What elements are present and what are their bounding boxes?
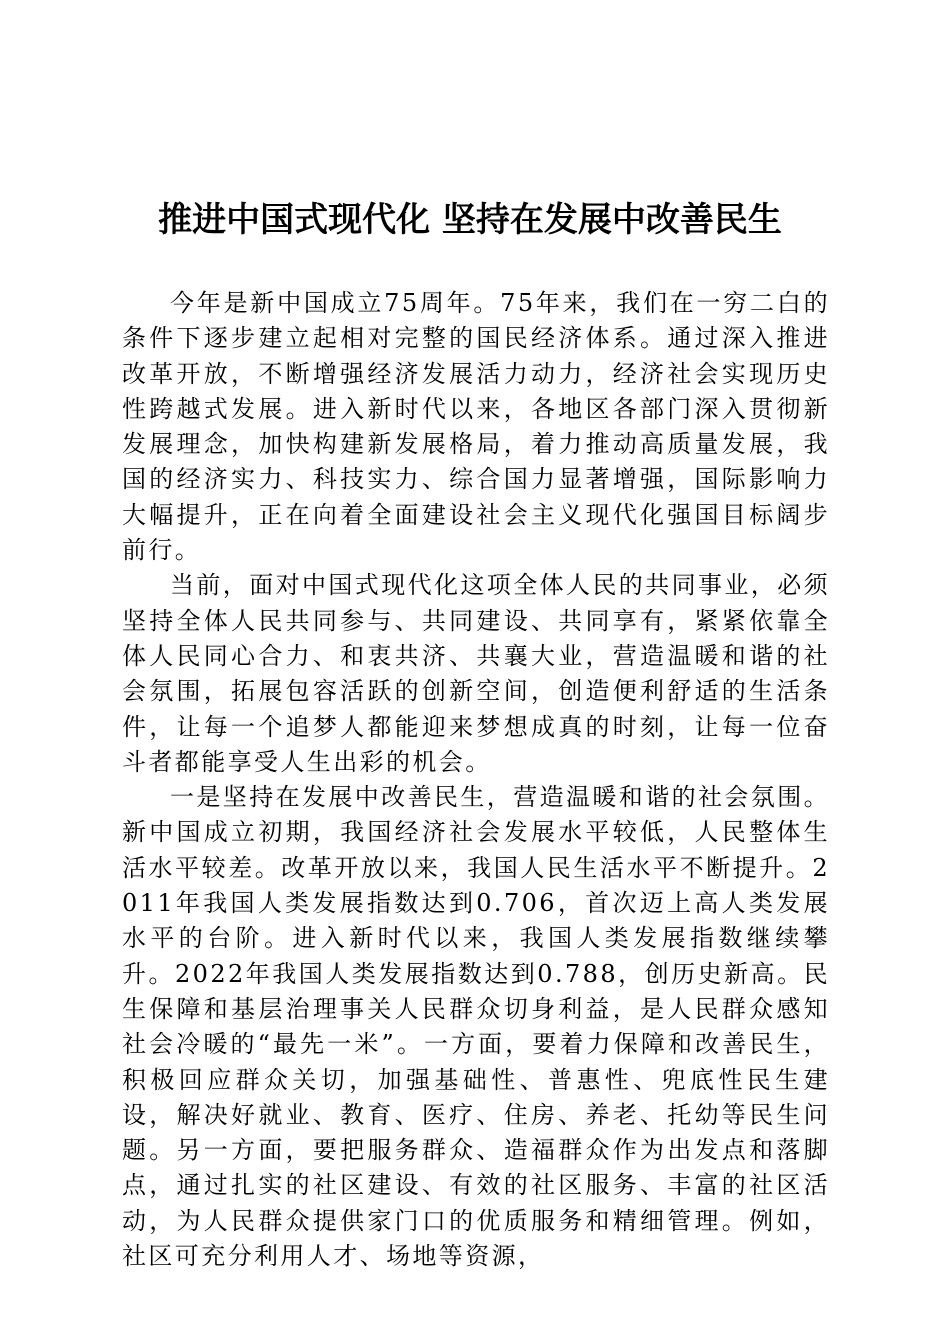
paragraph-2: 当前，面对中国式现代化这项全体人民的共同事业，必须坚持全体人民共同参与、共同建设、共同享有，紧紧依靠全体人民同心合力、和衷共济、共襄大业，营造温暖和谐的社会氛围，拓展包容活跃的创新空间，创造便利舒适的生活条件，让每一个追梦人都能迎来梦想成真的时刻，让每一位奋斗者都能享受人生出彩的机会。 <box>122 571 830 776</box>
paragraph-1: 今年是新中国成立75周年。75年来，我们在一穷二白的条件下逐步建立起相对完整的国民经济体系。通过深入推进改革开放，不断增强经济发展活力动力，经济社会实现历史性跨越式发展。进入新时代以来，各地区各部门深入贯彻新发展理念，加快构建新发展格局，着力推动高质量发展，我国的经济实力、科技实力、综合国力显著增强，国际影响力大幅提升，正在向着全面建设社会主义现代化强国目标阔步前行。 <box>122 289 830 565</box>
document-body <box>122 286 830 1274</box>
paragraph-3: 一是坚持在发展中改善民生，营造温暖和谐的社会氛围。新中国成立初期，我国经济社会发展水平较低，人民整体生活水平较差。改革开放以来，我国人民生活水平不断提升。2011年我国人类发展指数达到0.706，首次迈上高人类发展水平的台阶。进入新时代以来，我国人类发展指数继续攀升。2022年我国人类发展指数达到0.788，创历史新高。民生保障和基层治理事关人民群众切身利益，是人民群众感知社会冷暖的“最先一米”。一方面，要着力保障和改善民生，积极回应群众关切，加强基础性、普惠性、兜底性民生建设，解决好就业、教育、医疗、住房、养老、托幼等民生问题。另一方面，要把服务群众、造福群众作为出发点和落脚点，通过扎实的社区建设、有效的社区服务、丰富的社区活动，为人民群众提供家门口的优质服务和精细管理。例如，社区可充分利用人才、场地等资源， <box>122 783 830 1271</box>
document-title: 推进中国式现代化 坚持在发展中改善民生 <box>158 200 782 240</box>
